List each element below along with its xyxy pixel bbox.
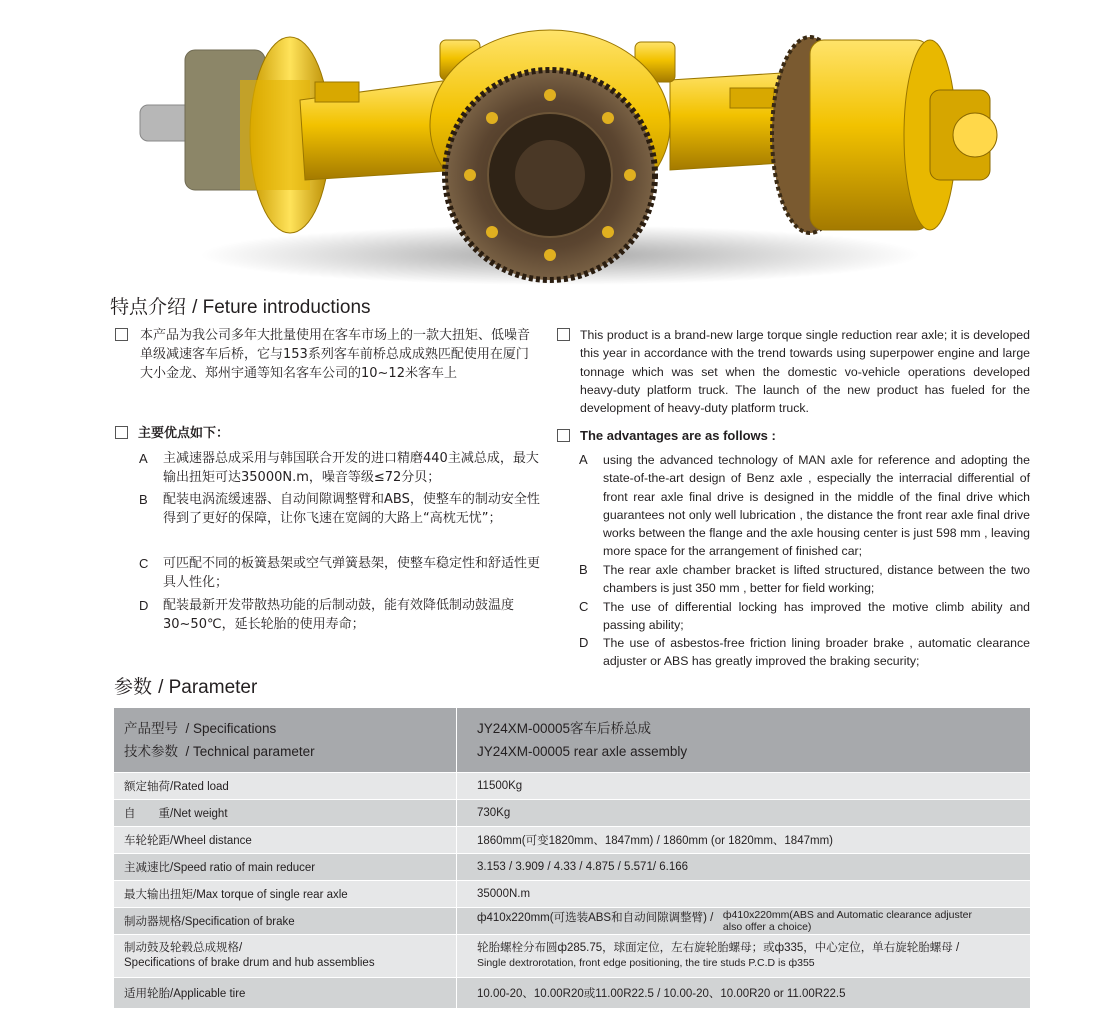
advantage-letter: A — [139, 451, 148, 466]
features-title-en: / Feture introductions — [192, 297, 371, 318]
features-title-cn: 特点介绍 — [110, 296, 187, 318]
row-value: 35000N.m — [457, 881, 1031, 908]
advantages-title-en-block — [557, 428, 776, 443]
parameter-title-cn: 参数 — [114, 676, 153, 698]
table-row — [114, 935, 1030, 978]
advantage-cn-c — [139, 554, 541, 592]
advantages-title-en: The advantages are as follows : — [580, 428, 776, 443]
brake-drum-label-cn: 制动鼓及轮毂总成规格/ — [124, 942, 243, 954]
table-row — [114, 773, 1030, 800]
advantage-letter: B — [139, 492, 148, 507]
checkbox-square-icon — [557, 328, 570, 341]
row-label: 制动器规格/Specification of brake — [114, 908, 457, 935]
advantage-en-c — [579, 598, 1030, 635]
table-row — [114, 978, 1030, 1009]
advantage-letter: B — [579, 562, 588, 577]
advantage-text: 配装最新开发带散热功能的后制动鼓，能有效降低制动鼓温度30~50℃，延长轮胎的使用寿命； — [163, 598, 515, 632]
header-spec-cn: 产品型号 — [124, 721, 178, 736]
parameter-table-header — [114, 708, 1030, 773]
checkbox-square-icon — [115, 328, 128, 341]
header-spec-en: / Specifications — [185, 721, 277, 736]
parameter-table — [114, 708, 1030, 1008]
intro-cn-text: 本产品为我公司多年大批量使用在客车市场上的一款大扭矩、低噪音单级减速客车后桥，它与153系列客车前桥总成成熟匹配使用在厦门大小金龙、郑州宇通等知名客车公司的10~12米客车上 — [140, 328, 531, 381]
rear-axle-product-image — [130, 20, 1010, 290]
row-label: 最大输出扭矩/Max torque of single rear axle — [114, 881, 457, 908]
row-value: 1860mm(可变1820mm、1847mm) / 1860mm (or 1820mm、1847mm) — [457, 827, 1031, 854]
advantage-text: The rear axle chamber bracket is lifted structured, distance between the two chambers is just 350 mm , better for field working; — [603, 563, 1030, 596]
brake-spec-en: ф410x220mm(ABS and Automatic clearance adjuster also offer a choice) — [722, 909, 973, 933]
advantage-text: The use of differential locking has improved the motive climb ability and passing ability; — [603, 600, 1030, 633]
advantages-title-cn-block — [115, 422, 229, 441]
parameter-section-title — [114, 672, 257, 699]
table-row — [114, 854, 1030, 881]
advantage-letter: D — [579, 635, 589, 650]
advantage-letter: D — [139, 598, 149, 613]
table-row — [114, 827, 1030, 854]
checkbox-square-icon — [557, 429, 570, 442]
advantage-letter: C — [139, 556, 149, 571]
row-value — [457, 908, 1031, 935]
checkbox-square-icon — [115, 426, 128, 439]
advantage-text: 可匹配不同的板簧悬架或空气弹簧悬架，使整车稳定性和舒适性更具人性化； — [163, 556, 541, 590]
header-model-en: JY24XM-00005 rear axle assembly — [477, 744, 688, 759]
advantage-en-d — [579, 634, 1030, 671]
header-cell-spec — [114, 708, 457, 773]
row-value: 10.00-20、10.00R20或11.00R22.5 / 10.00-20、10.00R20 or 11.00R22.5 — [457, 978, 1031, 1009]
row-label: 适用轮胎/Applicable tire — [114, 978, 457, 1009]
advantage-text: 主减速器总成采用与韩国联合开发的进口精磨440主减总成，最大输出扭矩可达35000N.m，噪音等级≤72分贝； — [163, 451, 539, 485]
row-label: 主减速比/Speed ratio of main reducer — [114, 854, 457, 881]
brake-drum-label-en: Specifications of brake drum and hub assemblies — [124, 957, 375, 969]
advantage-text: 配装电涡流缓速器、自动间隙调整臂和ABS，使整车的制动安全性得到了更好的保障，让你飞速在宽阔的大路上“高枕无忧”； — [163, 492, 540, 526]
header-tech-en: / Technical parameter — [185, 744, 315, 759]
table-row — [114, 908, 1030, 935]
brake-drum-value-cn: 轮胎螺栓分布圆ф285.75，球面定位，左右旋轮胎螺母；或ф335，中心定位，单右旋轮胎螺母 / — [477, 942, 960, 954]
advantage-text: The use of asbestos-free friction lining broader brake , automatic clearance adjuster or ABS has greatly improved the braking security; — [603, 636, 1030, 669]
advantage-letter: C — [579, 599, 589, 614]
row-value: 730Kg — [457, 800, 1031, 827]
header-tech-cn: 技术参数 — [124, 744, 178, 759]
table-row — [114, 881, 1030, 908]
brake-drum-value-en: Single dextrorotation, front edge positioning, the tire studs P.C.D is ф355 — [477, 957, 815, 969]
advantage-cn-d — [139, 596, 541, 634]
intro-en-block — [557, 326, 1030, 417]
row-label: 车轮轮距/Wheel distance — [114, 827, 457, 854]
features-section-title — [110, 292, 371, 319]
advantage-en-a — [579, 451, 1030, 561]
advantage-en-b — [579, 561, 1030, 598]
header-model-cn: JY24XM-00005客车后桥总成 — [477, 721, 652, 736]
advantage-letter: A — [579, 452, 588, 467]
row-value: 3.153 / 3.909 / 4.33 / 4.875 / 5.571/ 6.166 — [457, 854, 1031, 881]
row-label: 自 重/Net weight — [114, 800, 457, 827]
header-cell-model — [457, 708, 1031, 773]
table-row — [114, 800, 1030, 827]
advantage-cn-a — [139, 449, 541, 487]
row-value — [457, 935, 1031, 978]
row-value: 11500Kg — [457, 773, 1031, 800]
advantage-cn-b — [139, 490, 541, 528]
parameter-title-en: / Parameter — [158, 677, 258, 698]
intro-cn-block — [115, 326, 540, 383]
brake-spec-cn: ф410x220mm(可选装ABS和自动间隙调整臂) / — [477, 912, 714, 924]
advantage-text: using the advanced technology of MAN axle for reference and adopting the state-of-the-art design of Benz axle , especially the interracial differential of front rear axle final drive is designed in the middle of the final drive which guarantees not only well lubrication , the distance the front rear axle final drive works between the flange and the axle housing center is just 598 mm , leaving more space for the arrangement of finished car; — [603, 453, 1030, 559]
intro-en-text: This product is a brand-new large torque single reduction rear axle; it is developed this year in accordance with the trend towards using superpower engine and large tonnage which was set when the domestic vo-vehicle operations developed heavy-duty platform truck. The launch of the new product has fueled for the development of heavy-duty platform truck. — [580, 328, 1030, 416]
row-label: 额定轴荷/Rated load — [114, 773, 457, 800]
row-label — [114, 935, 457, 978]
advantages-title-cn: 主要优点如下： — [138, 426, 230, 441]
